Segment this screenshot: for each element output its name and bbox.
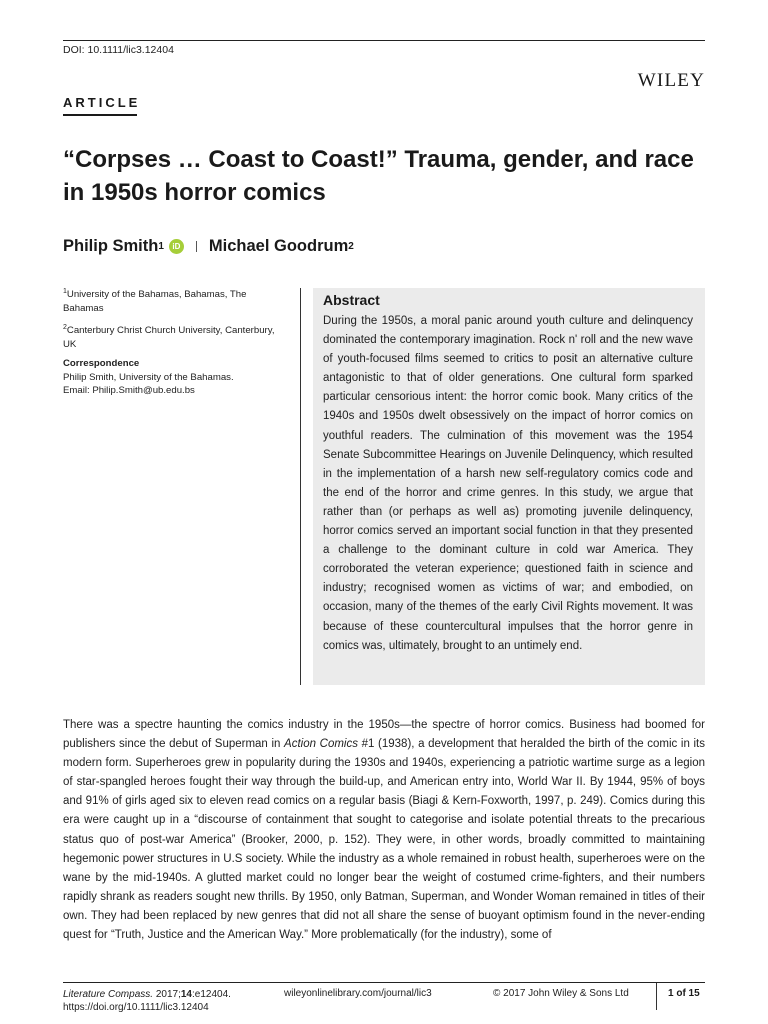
doi-label: DOI: 10.1111/lic3.12404 — [63, 44, 174, 56]
abstract-text: During the 1950s, a moral panic around youth culture and delinquency dominated the contemporary imagination. Rock n' roll and the new wave of youth-focused films seemed to critics to posit an alternative culture antagonistic to that of older generations. One cultural form sparked particular censorious intent: the horror comic book. Many critics of the 1940s and 1950s dwelt obsessively on the impact of horror comics on youthful readers. The culmination of this movement was the 1954 Senate Subcommittee Hearings on Juvenile Delinquency, which resulted in the implementation of a harsh new self-regulatory comics code and the end of the horror and crime genres. In this study, we argue that rather than (or perhaps as well as) promoting juvenile delinquency, horror comics served an important social function in that they presented a challenge to the dominant culture in cold war America. They corroborated the veteran experience; questioned faith in science and industry; recognised women as victims of war; and embodied, on occasion, many of the themes of the early Civil Rights movement. It was because of these countercultural impulses that the horror genre in comics was, ultimately, brought to an untimely end. — [323, 315, 693, 652]
footer-rule — [63, 982, 705, 983]
article-title: “Corpses … Coast to Coast!” Trauma, gender, and race in 1950s horror comics — [63, 146, 694, 206]
correspondence-name: Philip Smith, University of the Bahamas. — [63, 371, 234, 383]
footer-citation: Literature Compass. 2017;14:e12404. https://doi.org/10.1111/lic3.12404 — [63, 989, 231, 1013]
publisher-logo: WILEY — [637, 70, 705, 91]
affiliations-block — [63, 285, 288, 398]
article-type-label: ARTICLE — [63, 95, 141, 110]
footer-doi-link[interactable]: https://doi.org/10.1111/lic3.12404 — [63, 1002, 209, 1013]
author-list: Philip Smith 1 iD Michael Goodrum 2 — [63, 237, 354, 255]
footer-copyright: © 2017 John Wiley & Sons Ltd — [493, 988, 629, 999]
page-number: 1 of 15 — [668, 988, 700, 999]
article-type-underline — [63, 114, 137, 116]
abstract-heading: Abstract — [323, 292, 380, 308]
correspondence-email[interactable]: Email: Philip.Smith@ub.edu.bs — [63, 385, 195, 397]
author-name[interactable]: Michael Goodrum — [208, 237, 349, 255]
body-paragraph: There was a spectre haunting the comics industry in the 1950s—the spectre of horror comics. Business had boomed for publishers since the debut of Superman in Action Comics #1 (1938), a development that heralded the birth of the comic in its modern form. Superheroes grew in popularity during the 1930s and 1940s, experiencing a patriotic wartime surge as a legion of star-spangled heroes fought their way through the build-up, and American entry into, World War II. By 1944, 95% of boys and 91% of girls aged six to eleven read comics on a regular basis (Biagi & Kern-Foxworth, 1997, p. 249). Comics during this era were caught up in a “discourse of containment that sought to categorise and isolate potential threats to the precarious status quo of post-war America” (Brooker, 2000, p. 152). They were, in other words, broadly committed to maintaining hegemonic power structures in U.S society. While the industry as a whole remained in robust health, superheroes were on the wane by the mid-1940s. A glutted market could no longer bear the weight of costumed crime-fighters, and their numbers rapidly shrank as readers sought new thrills. By 1950, only Batman, Superman, and Wonder Woman remained in titles of their own. They had been replaced by new genres that did not all share the sense of buoyant optimism found in the never-ending quest for “Truth, Justice and the American Way.” More problematically (for the industry), some of — [63, 719, 706, 942]
column-divider — [300, 288, 301, 685]
top-rule — [63, 40, 705, 41]
footer-website-link[interactable]: wileyonlinelibrary.com/journal/lic3 — [284, 988, 432, 999]
author-separator — [196, 241, 197, 252]
author-name[interactable]: Philip Smith — [63, 237, 159, 255]
affiliation-item: $^2$Canterbury Christ Church University, Canterbury, UK — [63, 324, 275, 350]
affiliation-item: $^1$University of the Bahamas, Bahamas, The Bahamas — [63, 288, 247, 314]
orcid-icon[interactable]: iD — [169, 239, 184, 254]
italic-title: Action Comics — [284, 738, 358, 751]
correspondence-heading: Correspondence — [63, 358, 140, 370]
footer-divider — [656, 983, 657, 1010]
